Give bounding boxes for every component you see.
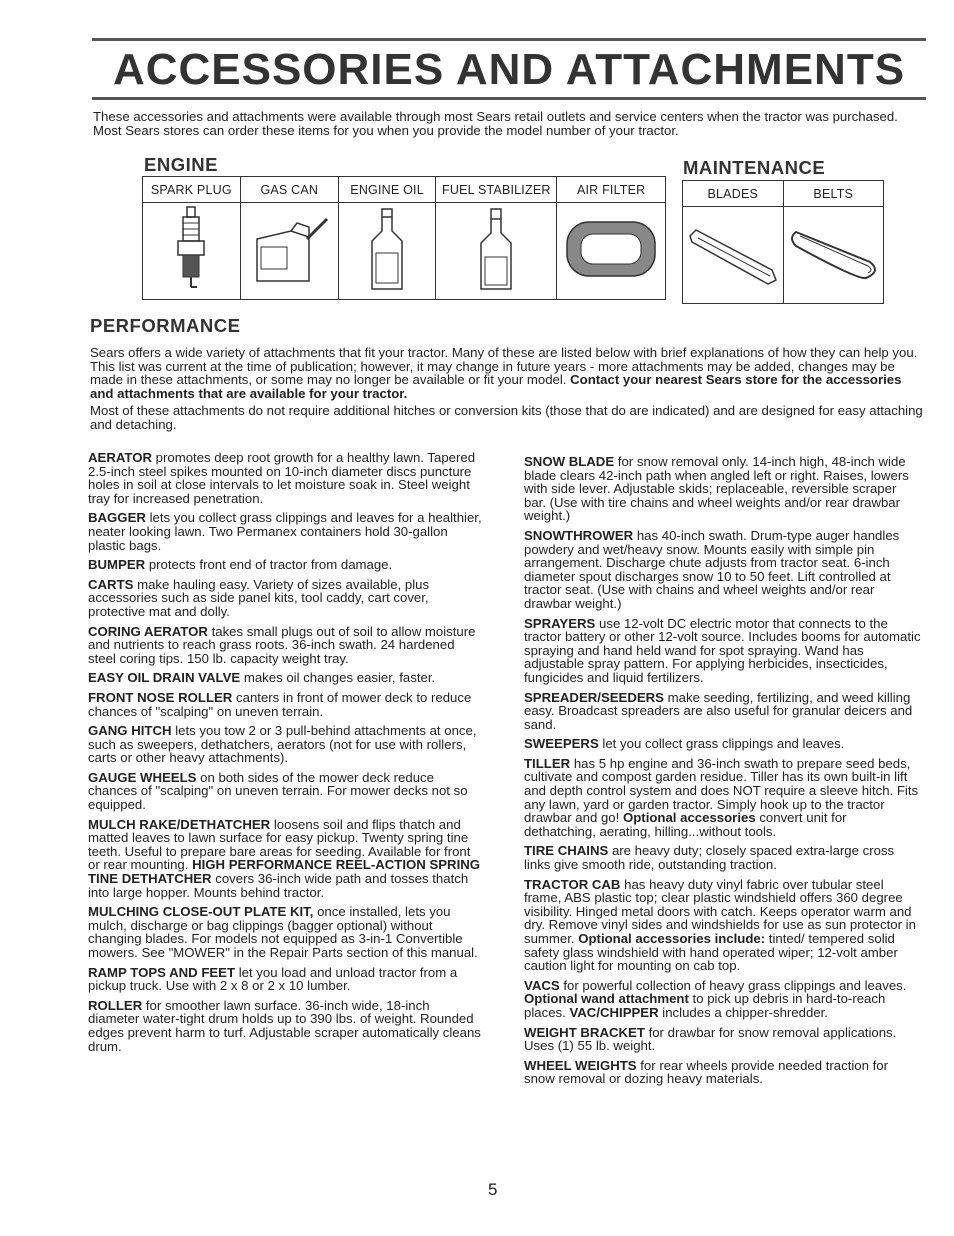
list-item: CORING AERATOR takes small plugs out of soil to allow moisture and nutrients to reach grass roots. 36-inch swath. 24 hardened steel coring tips. 150 lb. capacity weight tray. [88,623,476,666]
performance-p2: Most of these attachments do not require additional hitches or conversion kits (those that do are indicated) and are designed for easy attaching and detaching. [90,403,923,432]
engine-item-label: ENGINE OIL [338,177,435,203]
engine-heading: ENGINE [144,154,218,175]
top-rule [92,38,926,41]
list-item: RAMP TOPS AND FEET let you load and unload tractor from a pickup truck. Use with 2 x 8 or 2 x 10 lumber. [88,964,458,994]
performance-p1-bold: Contact your nearest Sears store for the accessories and attachments that are available for your tractor. [90,372,902,401]
list-item: BUMPER protects front end of tractor from damage. [88,557,393,573]
right-column [524,455,922,1092]
list-item: SNOW BLADE for snow removal only. 14-inch high, 48-inch wide blade clears 42-inch path when angled left or right. Raises, lowers with side lever. Adjustable skids; replaceable, reversible scraper bar. (Use with tire chains and wheel weights and/or rear drawbar weight.) [524,454,909,524]
maintenance-item-label: BELTS [783,181,884,207]
list-item: MULCHING CLOSE-OUT PLATE KIT, once installed, lets you mulch, discharge or bag clippings (bagger optional) without changing blades. For models not equipped as 3-in-1 Convertible mowers. See "MOWER" in the Repair Parts section of this manual. [88,904,478,960]
page-title: ACCESSORIES AND ATTACHMENTS [112,45,906,94]
list-item: EASY OIL DRAIN VALVE makes oil changes easier, faster. [88,670,436,686]
list-item: SPRAYERS use 12-volt DC electric motor that connects to the tractor battery or other 12-volt source. Includes booms for automatic spraying and hand held wand for spot spraying. Wand has adjustable spray pattern. For applying herbicides, insecticides, fungicides and liquid fertilizers. [524,615,921,685]
air-filter-icon [557,203,666,300]
list-item: SNOWTHROWER has 40-inch swath. Drum-type auger handles powdery and wet/heavy snow. Mounts easily with simple pin arrangement. Discharge chute adjusts from tractor seat. 6-inch diameter spout discharges snow 10 to 50 feet. Lift controlled at tractor seat. (Use with chains and wheel weights and/or rear drawbar weight.) [524,527,900,611]
engine-item-label: GAS CAN [240,177,338,203]
intro-text: These accessories and attachments were available through most Sears retail outlets and service centers when the tractor was purchased. Most Sears stores can order these items for you when you provide the model number of your tractor. [93,109,898,138]
performance-text [90,346,926,435]
list-item: SPREADER/SEEDERS make seeding, fertilizing, and weed killing easy. Broadcast spreaders are also useful for granular deicers and sand. [524,689,913,732]
oil-bottle-icon [338,203,435,300]
list-item: TILLER has 5 hp engine and 36-inch swath to prepare seed beds, cultivate and compost garden residue. Tiller has its own built-in lift and depth control system and does NOT require a sleeve hitch. Fits any lawn, yard or garden tractor. Simply hook up to the tractor drawbar and go! Optional accessories convert unit for dethatching, aerating, hilling...without tools. [524,755,919,839]
performance-p1: Sears offers a wide variety of attachments that fit your tractor. Many of these are listed below with brief explanations of how they can help you. This list was current at the time of publication; however, it may change in future years - more attachments may be added, changes may be made in these attachments, or some may no longer be available or fit your model. [90,345,918,387]
engine-item-label: SPARK PLUG [143,177,241,203]
belt-icon [783,207,884,304]
list-item: GANG HITCH lets you tow 2 or 3 pull-behind attachments at once, such as sweepers, dethatchers, aerators (not for use with rollers, carts or other heavy attachments). [88,723,477,766]
list-item: MULCH RAKE/DETHATCHER loosens soil and flips thatch and matted leaves to lawn surface for easy pickup. Twenty spring tine teeth. Useful to prepare bare areas for seeding. Available for front or rear mounting. HIGH PERFORMANCE REEL-ACTION SPRING TINE DETHATCHER covers 36-inch wide path and tosses thatch into large hopper. Mounts behind tractor. [88,816,481,900]
engine-item-label: AIR FILTER [557,177,666,203]
list-item: BAGGER lets you collect grass clippings and leaves for a healthier, neater looking lawn. Two Permanex containers hold 30-gallon plastic bags. [88,510,482,553]
list-item: VACS for powerful collection of heavy grass clippings and leaves. Optional wand attachment to pick up debris in hard-to-reach places. VAC/CHIPPER includes a chipper-shredder. [524,977,907,1020]
maintenance-heading: MAINTENANCE [683,157,826,178]
list-item: FRONT NOSE ROLLER canters in front of mower deck to reduce chances of "scalping" on uneven terrain. [88,689,472,719]
bottom-rule [92,97,926,100]
list-item: GAUGE WHEELS on both sides of the mower deck reduce chances of "scalping" on uneven terrain. For mower decks not so equipped. [88,769,468,813]
spark-plug-icon [143,203,241,300]
maintenance-table [682,180,884,304]
gas-can-icon [240,203,338,300]
list-item: WEIGHT BRACKET for drawbar for snow removal applications. Uses (1) 55 lb. weight. [524,1024,897,1054]
engine-item-label: FUEL STABILIZER [436,177,557,203]
list-item: ROLLER for smoother lawn surface. 36-inch wide, 18-inch diameter water-tight drum holds up to 390 lbs. of weight. Rounded edges prevent harm to turf. Adjustable scraper automatically cleans drum. [88,997,481,1054]
mower-blade-icon [683,207,784,304]
list-item: WHEEL WEIGHTS for rear wheels provide needed traction for snow removal or dozing heavy materials. [524,1057,889,1087]
stabilizer-bottle-icon [436,203,557,300]
maintenance-item-label: BLADES [683,181,784,207]
list-item: AERATOR promotes deep root growth for a healthy lawn. Tapered 2.5-inch steel spikes mounted on 10-inch diameter discs puncture holes in soil at close intervals to let moisture soak in. Steel weight tray for increased penetration. [88,450,476,506]
list-item: TIRE CHAINS are heavy duty; closely spaced extra-large cross links give smooth ride, outstanding traction. [524,843,895,873]
list-item: TRACTOR CAB has heavy duty vinyl fabric over tubular steel frame, ABS plastic top; clear plastic windshield offers 360 degree visibility. Hinged metal doors with catch. Keeps operator warm and dry. Remove vinyl sides and windshields for use as sun protector in summer. Optional accessories include: tinted/ tempered solid safety glass windshield with hand operated wiper; 12-volt amber caution light for mounting on cab top. [524,876,916,974]
performance-heading: PERFORMANCE [90,315,241,336]
list-item: CARTS make hauling easy. Variety of sizes available, plus accessories such as side panel kits, tool caddy, cart cover, protective mat and dolly. [88,576,430,619]
engine-table [142,176,666,300]
page-number: 5 [488,1180,498,1199]
list-item: SWEEPERS let you collect grass clippings and leaves. [524,736,845,752]
left-column [88,451,484,1059]
